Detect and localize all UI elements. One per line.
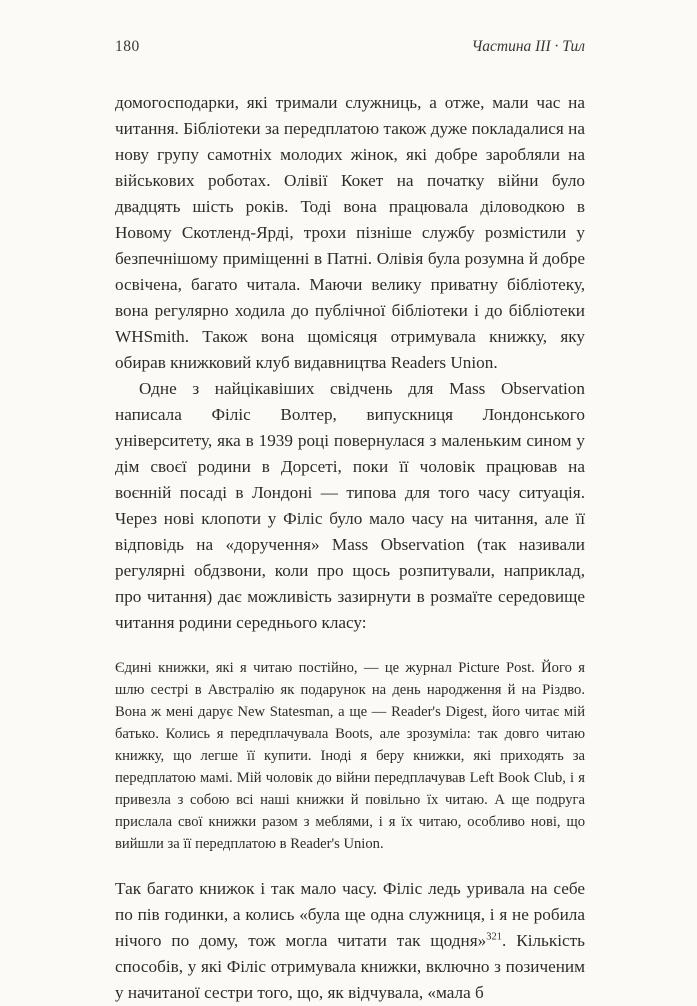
- running-title: Частина III · Тил: [471, 38, 585, 55]
- paragraph-3-continuation: . Кількість способів, у які Філіс отримувала книжки, включно з позиченим у начитаної сестри того, що, як відчувала, «мала б: [115, 931, 585, 1002]
- paragraph-3-text: Так багато книжок і так мало часу. Філіс ледь уривала на себе по пів годинки, а колись «була ще одна служниця, і я не робила нічого по дому, тож могла читати так щодня»: [115, 879, 585, 950]
- block-quote: Єдині книжки, які я читаю постійно, — це журнал Picture Post. Його я шлю сестрі в Австралію як подарунок на день народження й на Різдво. Вона ж мені дарує New Statesman, а ще — Reader's Digest, його читає мій батько. Колись я передплачувала Boots, але зрозуміла: так довго читаю книжку, що легше її купити. Іноді я беру книжки, які приходять за передплатою мамі. Мій чоловік до війни передплачував Left Book Club, і я привезла з собою всі наші книжки й повільно їх читаю. А ще подруга прислала свої книжки разом з меблями, і я їх читаю, особливо нові, що вийшли за її передплатою в Reader's Union.: [115, 660, 585, 852]
- paragraph-1: домогосподарки, які тримали служниць, а отже, мали час на читання. Бібліотеки за передплатою також дуже покладалися на нову групу самотніх молодих жінок, які добре заробляли на військових роботах. Олівії Кокет на початку війни було двадцять шість років. Тоді вона працювала діловодкою в Новому Скотленд-Ярді, трохи пізніше службу розмістили у безпечнішому приміщенні в Патні. Олівія була розумна й добре освічена, багато читала. Маючи велику приватну бібліотеку, вона регулярно ходила до публічної бібліотеки і до бібліотеки WHSmith. Також вона щомісяця отримувала книжку, яку обирав книжковий клуб видавництва Readers Union.: [115, 93, 585, 372]
- paragraph-3: [115, 876, 585, 1006]
- page-body: [115, 90, 585, 1006]
- footnote-reference: 321: [486, 931, 502, 943]
- running-head: [115, 38, 585, 56]
- paragraph-2: Одне з найцікавіших свідчень для Mass Observation написала Філіс Волтер, випускниця Лондонського університету, яка в 1939 році повернулася з маленьким сином у дім своєї родини в Дорсеті, поки її чоловік працював на воєнній посаді в Лондоні — типова для того часу ситуація. Через нові клопоти у Філіс було мало часу на читання, але її відповідь на «доручення» Mass Observation (так називали регулярні обдзвони, коли про щось розпитували, наприклад, про читання) дає можливість зазирнути в розмаїте середовище читання родини середнього класу:: [115, 379, 585, 632]
- page-number: 180: [115, 38, 140, 55]
